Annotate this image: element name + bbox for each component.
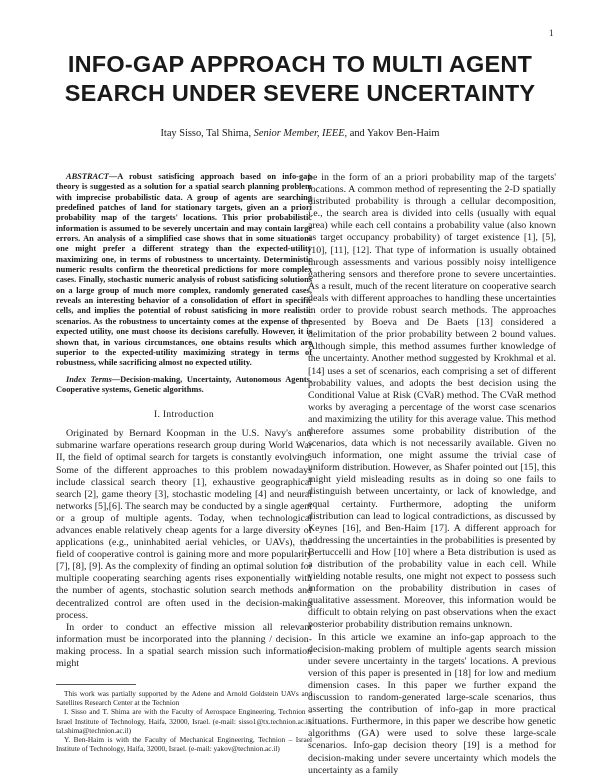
index-terms-label: Index Terms	[66, 374, 112, 384]
title-line-2: SEARCH UNDER SEVERE UNCERTAINTY	[64, 80, 536, 106]
left-paragraph-1: Originated by Bernard Koopman in the U.S. Navy's anti submarine warfare operations research group during World War II, the field of optimal search for targets is constantly evolving. Some of the different approaches to this problem nowadays include classical search theory [1], exhaustive geographical search [2], game theory [3], stochastic modeling [4] and neural networks [5],[6]. The search may be conducted by a single agent or a group of multiple agents. Today, when technological advances enable relatively cheap agents for a large diversity of applications (e.g., uninhabited aerial vehicles, or UAVs), the field of cooperative control is gaining more and more popularity [7], [8], [9]. As the complexity of finding an optimal solution for multiple cooperating searching agents rises exponentially with the number of agents, stochastic solution search methods and decentralized control are often used in the decision-making process.	[56, 428, 312, 621]
footnote-3: Y. Ben-Haim is with the Faculty of Mechanical Engineering, Technion – Israel Institute of Technology, Haifa, 32000, Israel. (e-mail: yakov@technion.ac.il)	[56, 735, 312, 754]
footnotes	[56, 689, 312, 753]
index-terms	[56, 375, 312, 396]
title-line-1: INFO-GAP APPROACH TO MULTI AGENT	[67, 51, 533, 77]
abstract-text: —A robust satisficing approach based on info-gap theory is suggested as a solution for a spatial search planning problem with imprecise probabilistic data. A group of agents are searching predefined patches of land for stationary targets, given an a priori probability map of the targets' locations. This prior probabilistic information is assumed to be severely uncertain and may contain large errors. An analysis of a simplified case shows that in some situations one might prefer a different strategy than the expected-utility maximizing one, in terms of robustness to uncertainty. Deterministic numeric results confirm the theoretical predictions for more complex cases. Finally, stochastic numeric analysis of robust satisficing solutions on a large group of much more complex, randomly generated cases, reveals an interesting behavior of a consolidation of effort in specific cells, and implies the potential of robust satisficing in more realistic scenarios. As the robustness to uncertainty comes at the expense of the expected utility, one must choose its decisions carefully. However, it is shown that, in various circumstances, one obtains results which are superior to the expected-utility maximizing strategy in terms of robustness, while sacrificing almost no expected utility.	[56, 172, 312, 368]
author-list	[20, 128, 580, 139]
right-column	[308, 172, 556, 777]
author-member-note: Senior Member, IEEE,	[253, 128, 348, 139]
author-last: and Yakov Ben-Haim	[347, 128, 440, 139]
right-paragraph-2: In this article we examine an info-gap approach to the decision-making problem of multiple agents search mission under severe uncertainty in the targets' locations. A previous version of this paper is presented in [18] for low and medium dimension cases. In this paper we further expand the discussion to random-generated large-scale scenarios, thus asserting the contribution of info-gap in more practical situations. Furthermore, in this paper we describe how genetic algorithms (GA) were used to solve these large-scale scenarios. Info-gap decision theory [19] is a method for decision-making under severe uncertainty which models the uncertainty as a family	[308, 631, 556, 776]
footnote-rule	[56, 684, 136, 685]
author-names: Itay Sisso, Tal Shima,	[160, 128, 254, 139]
abstract	[56, 172, 312, 369]
right-paragraph-1: be in the form of an a priori probability map of the targets' locations. A common method of representing the 2-D spatially distributed probability is through a cellular decomposition, i.e., the search area is divided into cells (usually with equal area) while each cell contains a probability value (also known as target occupancy probability) of target existence [1], [5], [10], [11], [12]. That type of information is usually obtained through assessments and various possibly noisy intelligence gathering sensors and therefore prone to severe uncertainties. As a result, much of the recent literature on cooperative search deals with different approaches to handling these uncertainties in order to provide robust search methods. The approaches presented by Boeva and De Baets [13] considered a delimitation of the prior probability between 2 bound values. Although simple, this method assumes further knowledge of the uncertainty. Another method suggested by Krokhmal et al. [14] uses a set of scenarios, each comprising a set of different probability values, and adopts the best decision using the Conditional Value at Risk (CVaR) method. The CVaR method works by averaging a percentage of the worst case scenarios and maximizing the utility for this average value. This method therefore assumes some probability distribution of the scenarios, data which is not necessarily available. Given no such information, one might assume the trivial case of uniform distribution. However, as Shafer pointed out [15], this might yield misleading results as in doing so one fails to distinguish between uncertainty, or lack of knowledge, and equal certainty. Furthermore, adopting the uniform distribution can lead to logical contradictions, as discussed by Keynes [16], and Ben-Haim [17]. A different approach for addressing the uncertainties in the probabilities is presented by Bertuccelli and How [10] where a Beta distribution is used as a distribution of the probability value in each cell. While yielding notable results, one might not expect to possess such information on the probability distribution in cases of qualitative assessment. Moreover, this information would be difficult to obtain relying on past observations when the exact posterior probability distribution remains unknown.	[308, 172, 556, 631]
left-column	[56, 172, 312, 670]
abstract-label: ABSTRACT	[66, 172, 109, 181]
page-number: 1	[549, 28, 554, 38]
left-paragraph-2: In order to conduct an effective mission all relevant information must be incorporated into the planning / decision-making process. In a spatial search mission such information might	[56, 621, 312, 669]
section-heading: I. Introduction	[154, 409, 214, 421]
paper-title	[20, 50, 580, 108]
footnote-2: I. Sisso and T. Shima are with the Faculty of Aerospace Engineering, Technion – Israel Institute of Technology, Haifa, 32000, Israel. (e-mail: sisso1@tx.technion.ac.il; tal.shima@technion.ac.il)	[56, 707, 312, 735]
footnote-1: This work was partially supported by the Adene and Arnold Goldstein UAVs and Satellites Research Center at the Technion	[56, 689, 312, 708]
index-terms-text: —Decision-making, Uncertainty, Autonomous Agents, Cooperative systems, Genetic algorithms.	[56, 374, 313, 394]
